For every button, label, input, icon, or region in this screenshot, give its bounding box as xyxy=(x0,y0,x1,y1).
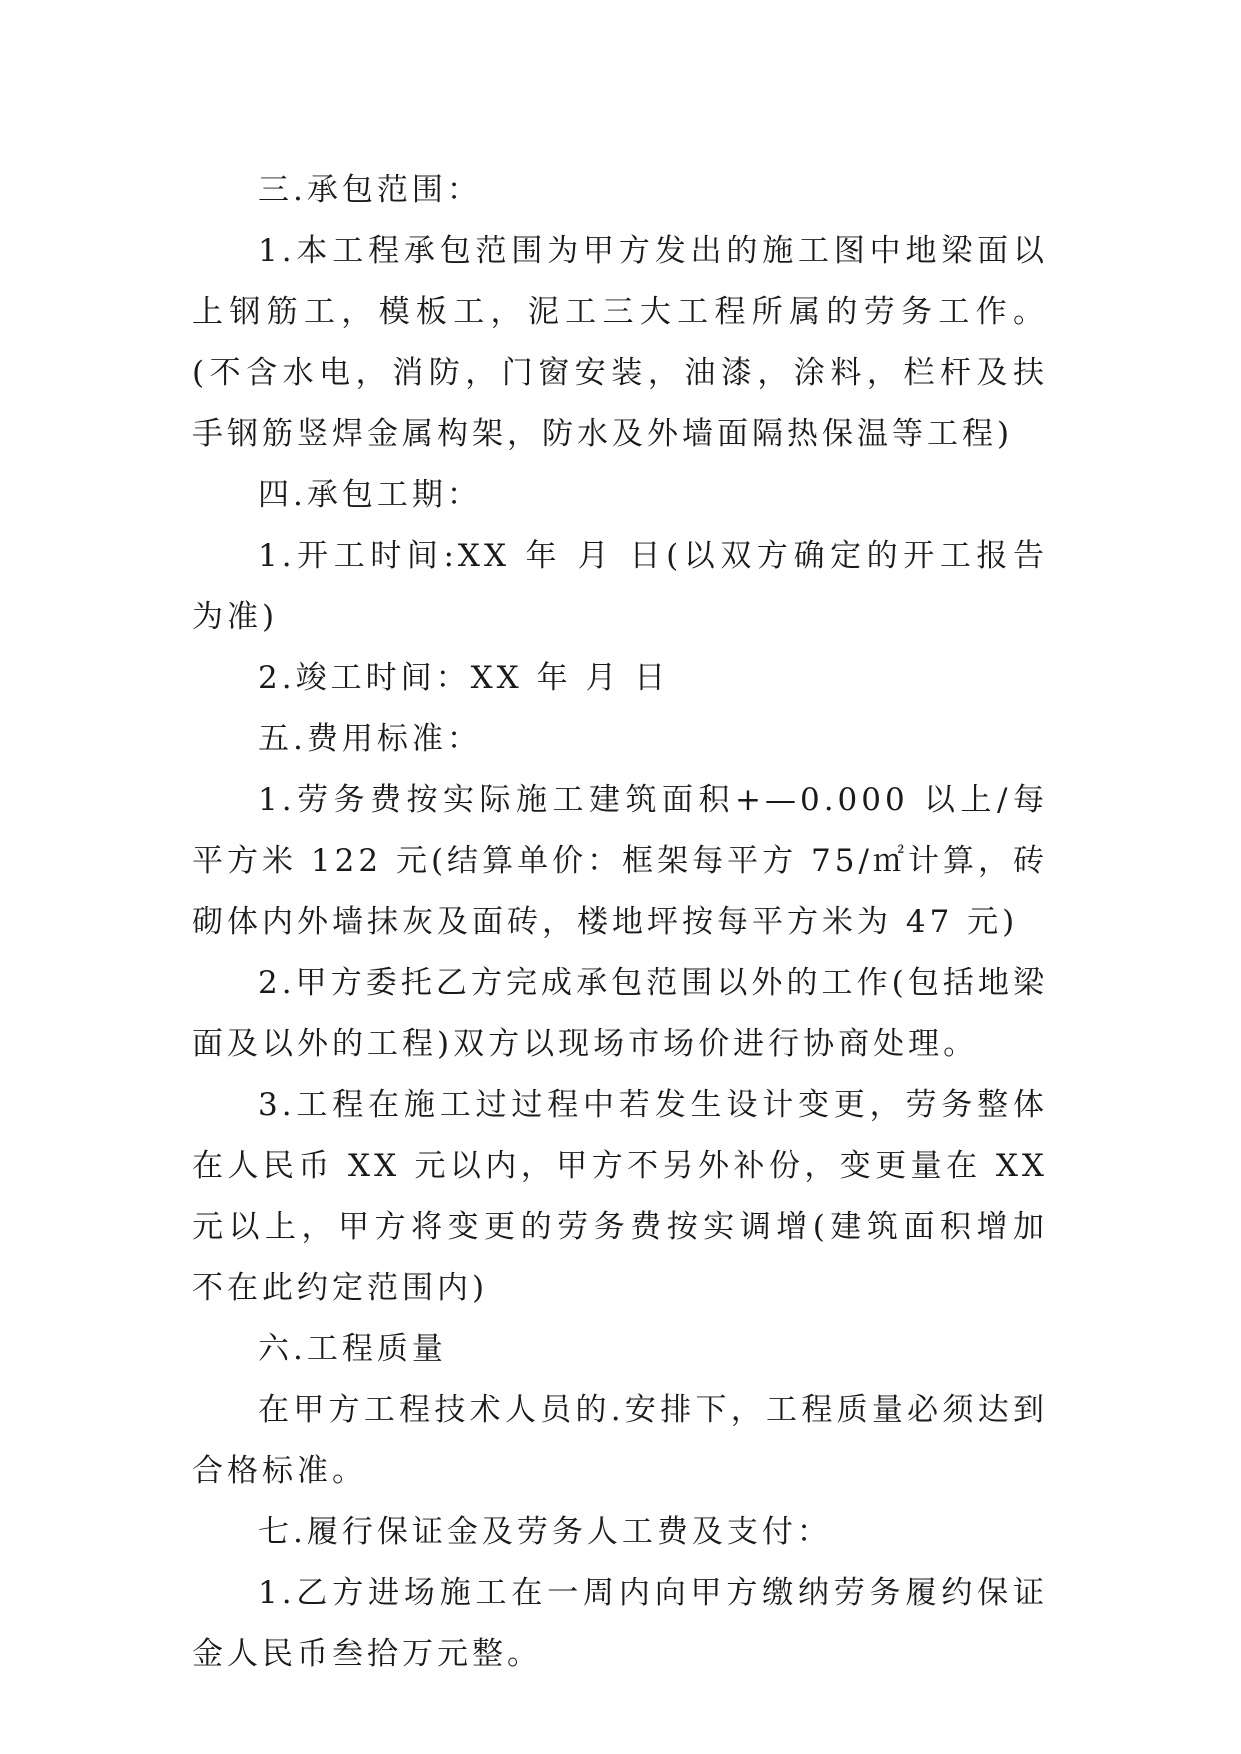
section-heading-quality: 六.工程质量 xyxy=(258,1331,447,1367)
section-heading-schedule: 四.承包工期： xyxy=(258,477,482,513)
paragraph-quality: 在甲方工程技术人员的.安排下，工程质量必须达到合格标准。 xyxy=(192,1392,1048,1489)
document-body xyxy=(192,160,1048,1685)
paragraph-completion-date: 2.竣工时间：XX 年 月 日 xyxy=(258,660,670,696)
paragraph-start-date: 1.开工时间:XX 年 月 日(以双方确定的开工报告为准) xyxy=(192,538,1048,635)
section-heading-deposit: 七.履行保证金及劳务人工费及支付： xyxy=(258,1514,832,1550)
paragraph-scope-1: 1.本工程承包范围为甲方发出的施工图中地梁面以上钢筋工，模板工，泥工三大工程所属的劳务工作。(不含水电，消防，门窗安装，油漆，涂料，栏杆及扶手钢筋竖焊金属构架，防水及外墙面隔热保温等工程) xyxy=(192,233,1048,452)
paragraph-fee-3: 3.工程在施工过过程中若发生设计变更，劳务整体在人民币 XX 元以内，甲方不另外补份，变更量在 XX 元以上，甲方将变更的劳务费按实调增(建筑面积增加不在此约定范围内) xyxy=(192,1087,1048,1306)
paragraph-fee-2: 2.甲方委托乙方完成承包范围以外的工作(包括地梁面及以外的工程)双方以现场市场价进行协商处理。 xyxy=(192,965,1048,1062)
section-heading-scope: 三.承包范围： xyxy=(258,172,482,208)
paragraph-fee-1: 1.劳务费按实际施工建筑面积+—0.000 以上/每平方米 122 元(结算单价：框架每平方 75/㎡计算，砖砌体内外墙抹灰及面砖，楼地坪按每平方米为 47 元) xyxy=(192,782,1048,940)
paragraph-deposit-1: 1.乙方进场施工在一周内向甲方缴纳劳务履约保证金人民币叁拾万元整。 xyxy=(192,1575,1048,1672)
section-heading-fees: 五.费用标准： xyxy=(258,721,482,757)
